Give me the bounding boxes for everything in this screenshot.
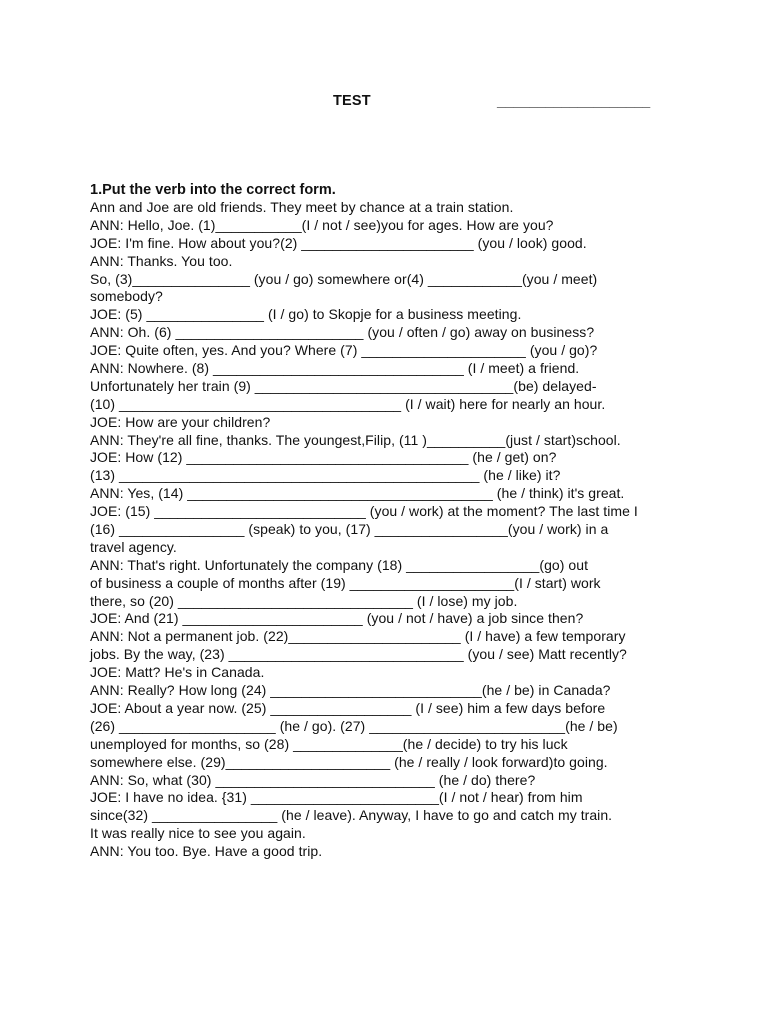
dialogue-line: ANN: Really? How long (24) ___________________________(he / be) in Canada? <box>90 682 611 699</box>
dialogue-line: It was really nice to see you again. <box>90 825 306 842</box>
dialogue-line: ANN: They're all fine, thanks. The youngest,Filip, (11 )__________(just / start)school. <box>90 431 621 448</box>
dialogue-line: Unfortunately her train (9) _________________________________(be) delayed- <box>90 377 597 394</box>
dialogue-line: JOE: How (12) ____________________________________ (he / get) on? <box>90 449 557 466</box>
dialogue-line: ANN: You too. Bye. Have a good trip. <box>90 843 323 860</box>
name-blank-line: ___________________ <box>497 94 651 110</box>
dialogue-line: (16) ________________ (speak) to you, (17) _________________(you / work) in a <box>90 521 609 538</box>
dialogue-line: (13) ______________________________________________ (he / like) it? <box>90 467 561 484</box>
dialogue-line: ANN: That's right. Unfortunately the company (18) _________________(go) out <box>90 556 589 573</box>
dialogue-line: ANN: Oh. (6) ________________________ (you / often / go) away on business? <box>90 324 595 341</box>
dialogue-line: JOE: (15) ___________________________ (you / work) at the moment? The last time I <box>90 503 638 520</box>
dialogue-line: ANN: Not a permanent job. (22)______________________ (I / have) a few temporary <box>90 628 626 645</box>
dialogue-line: somewhere else. (29)_____________________ (he / really / look forward)to going. <box>90 753 608 770</box>
dialogue-line: Ann and Joe are old friends. They meet by chance at a train station. <box>90 199 514 215</box>
dialogue-line: ANN: Yes, (14) _______________________________________ (he / think) it's great. <box>90 485 625 502</box>
dialogue-line: travel agency. <box>90 538 177 555</box>
dialogue-line: jobs. By the way, (23) ______________________________ (you / see) Matt recently? <box>90 646 627 663</box>
dialogue-line: JOE: And (21) _______________________ (you / not / have) a job since then? <box>90 610 584 627</box>
dialogue-line: So, (3)_______________ (you / go) somewhere or(4) ____________(you / meet) <box>90 270 598 287</box>
dialogue-line: since(32) ________________ (he / leave). Anyway, I have to go and catch my train. <box>90 807 613 824</box>
dialogue-line: (10) ____________________________________ (I / wait) here for nearly an hour. <box>90 395 606 412</box>
dialogue-line: there, so (20) ______________________________ (I / lose) my job. <box>90 592 518 609</box>
dialogue-line: JOE: Quite often, yes. And you? Where (7) _____________________ (you / go)? <box>90 342 598 359</box>
dialogue-line: JOE: I'm fine. How about you?(2) ______________________ (you / look) good. <box>90 234 587 251</box>
dialogue-line: of business a couple of months after (19) _____________________(I / start) work <box>90 574 601 591</box>
dialogue-line: JOE: I have no idea. {31) ________________________(I / not / hear) from him <box>90 789 583 806</box>
test-title: TEST <box>333 93 371 109</box>
dialogue-line: ANN: So, what (30) ____________________________ (he / do) there? <box>90 771 536 788</box>
dialogue-line: JOE: How are your children? <box>90 413 271 430</box>
dialogue-line: ANN: Nowhere. (8) ________________________________ (I / meet) a friend. <box>90 360 580 377</box>
dialogue-line: unemployed for months, so (28) ______________(he / decide) to try his luck <box>90 735 568 752</box>
dialogue-line: ANN: Thanks. You too. <box>90 252 233 269</box>
dialogue-line: ANN: Hello, Joe. (1)___________(I / not / see)you for ages. How are you? <box>90 216 554 233</box>
exercise-heading: 1.Put the verb into the correct form. <box>90 182 336 198</box>
dialogue-line: JOE: Matt? He's in Canada. <box>90 664 265 681</box>
dialogue-line: JOE: About a year now. (25) __________________ (I / see) him a few days before <box>90 699 606 716</box>
dialogue-line: (26) ____________________ (he / go). (27) _________________________(he / be) <box>90 717 618 734</box>
dialogue-line: JOE: (5) _______________ (I / go) to Skopje for a business meeting. <box>90 306 522 323</box>
exercise-dialogue <box>90 199 768 861</box>
dialogue-line: somebody? <box>90 288 163 305</box>
